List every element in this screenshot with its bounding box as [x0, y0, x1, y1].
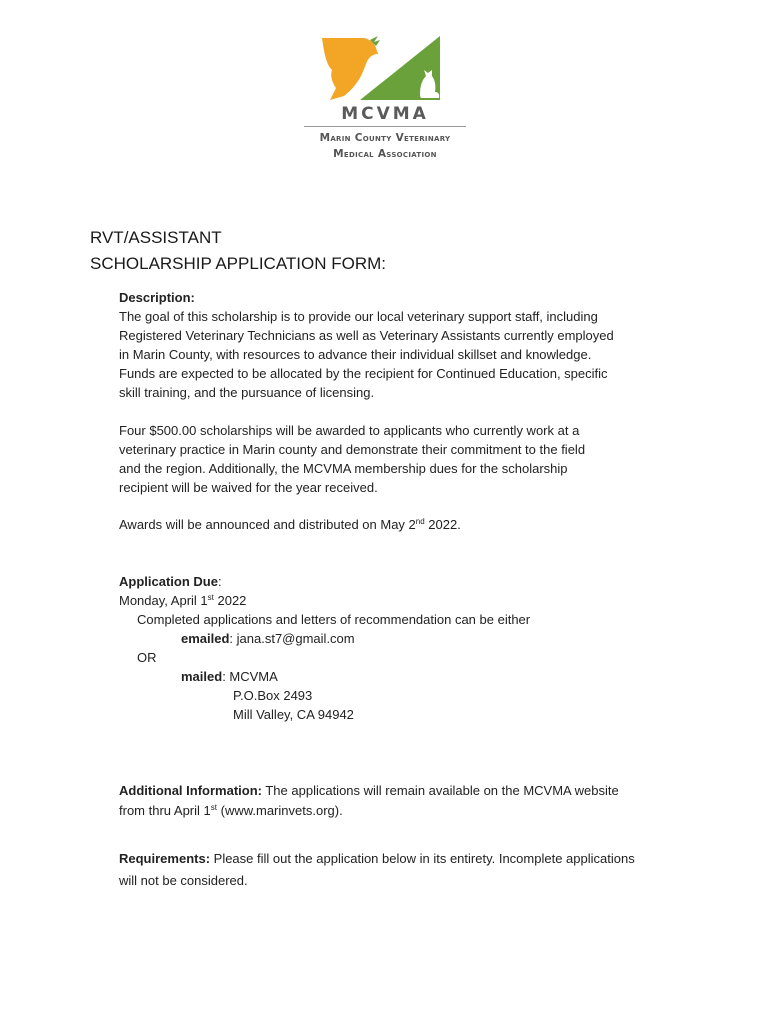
mailing-address-line2: Mill Valley, CA 94942 [233, 707, 354, 722]
awards-announcement: Awards will be announced and distributed on May 2nd 2022. [119, 517, 461, 532]
scholarship-line: Four $500.00 scholarships will be awarded to applicants who currently work at a [119, 423, 580, 438]
animals-logo-icon [322, 32, 448, 102]
description-line: skill training, and the pursuance of licensing. [119, 385, 375, 400]
logo-divider [304, 126, 466, 127]
logo-name-line2: Medical Association [333, 148, 437, 160]
application-due-date: Monday, April 1st 2022 [119, 593, 247, 608]
scholarship-line: recipient will be waived for the year received. [119, 480, 378, 495]
mcvma-logo [300, 30, 470, 170]
additional-information-line2: from thru April 1st (www.marinvets.org). [119, 803, 343, 818]
description-line: in Marin County, with resources to advance their individual skillset and knowledge. [119, 347, 592, 362]
mail-submission: mailed: MCVMA [181, 669, 278, 684]
form-title-line1: RVT/ASSISTANT [90, 228, 222, 247]
submission-instructions: Completed applications and letters of recommendation can be either [137, 612, 531, 627]
scholarship-line: veterinary practice in Marin county and demonstrate their commitment to the field [119, 442, 586, 457]
description-heading: Description: [119, 290, 195, 305]
email-address: : jana.st7@gmail.com [229, 631, 355, 646]
description-line: Registered Veterinary Technicians as well as Veterinary Assistants currently employed [119, 328, 614, 343]
additional-information: Additional Information: The applications will remain available on the MCVMA website [119, 783, 619, 798]
description-line: Funds are expected to be allocated by the recipient for Continued Education, specific [119, 366, 608, 381]
logo-name-line1: Marin County Veterinary [319, 132, 451, 144]
scholarship-line: and the region. Additionally, the MCVMA membership dues for the scholarship [119, 461, 568, 476]
requirements: Requirements: Please fill out the application below in its entirety. Incomplete applications [119, 851, 635, 866]
mailing-address-line1: P.O.Box 2493 [233, 688, 313, 703]
description-line: The goal of this scholarship is to provide our local veterinary support staff, including [119, 309, 598, 324]
logo-orange-dog [322, 38, 378, 100]
form-title-line2: SCHOLARSHIP APPLICATION FORM: [90, 254, 386, 273]
or-separator: OR [137, 650, 157, 665]
email-submission: emailed: jana.st7@gmail.com [181, 631, 355, 646]
logo-abbreviation: MCVMA [341, 104, 429, 124]
requirements-line2: will not be considered. [119, 873, 248, 888]
application-due-heading: Application Due: [119, 574, 222, 589]
